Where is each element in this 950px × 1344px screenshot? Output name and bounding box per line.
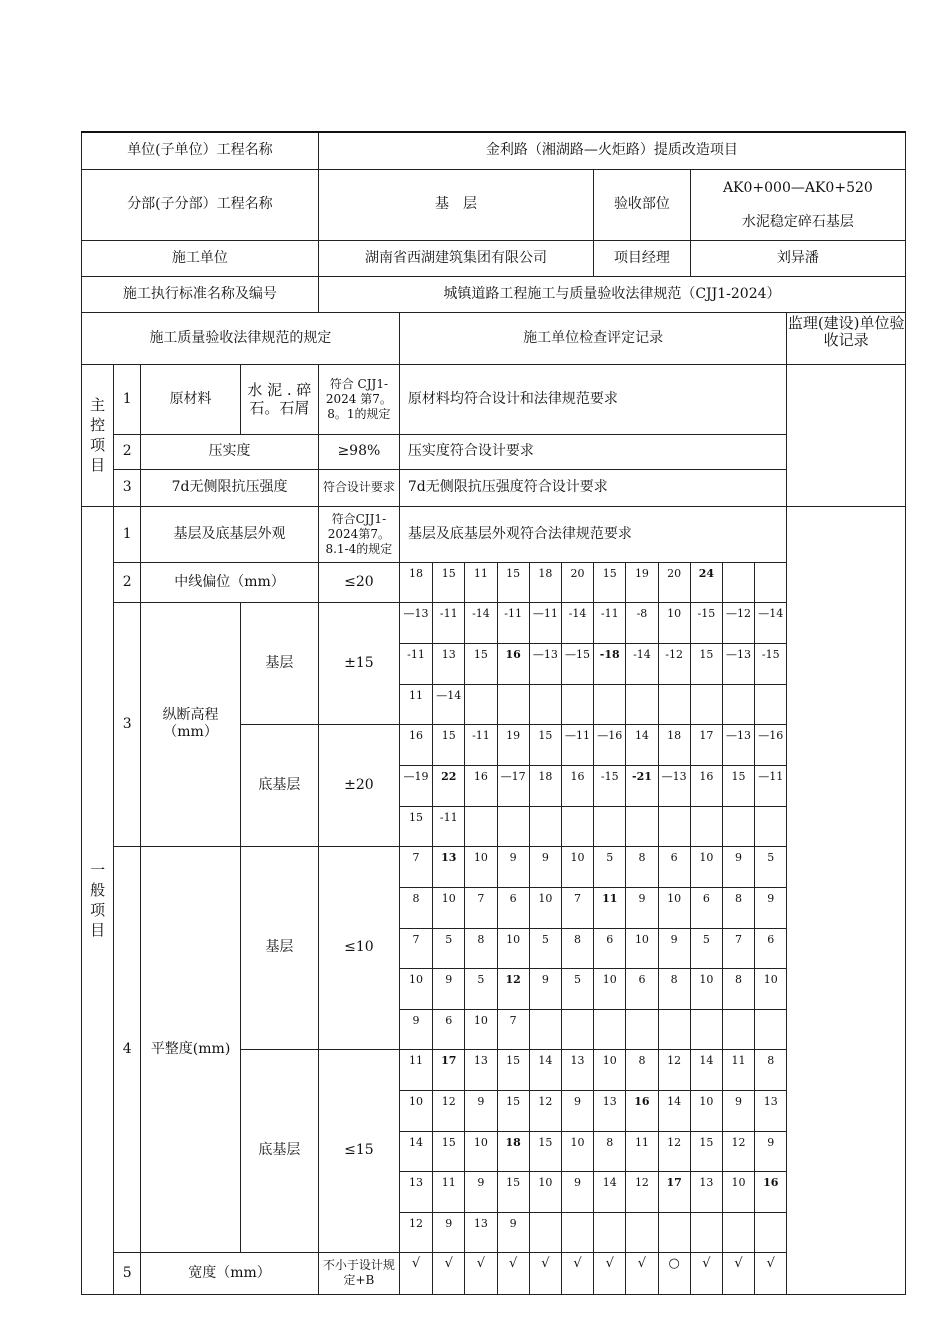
measure-cell: 15: [594, 562, 626, 602]
measure-cell: 7: [722, 928, 754, 968]
measure-cell: 8: [658, 968, 690, 1009]
measure-cell: [722, 1212, 754, 1252]
measure-cell: [690, 806, 722, 846]
elevation-subbase-name: 底基层: [240, 724, 318, 846]
flatness-name: 平整度(mm): [141, 846, 241, 1252]
measure-cell: 19: [626, 562, 658, 602]
supervisor-general-record: [787, 506, 906, 1294]
measure-cell: [658, 684, 690, 724]
measure-cell: √: [433, 1252, 465, 1294]
measure-cell: 7: [465, 887, 497, 928]
measure-cell: 13: [433, 846, 465, 887]
centerline-name: 中线偏位（mm）: [141, 562, 319, 602]
measure-cell: —11: [755, 765, 787, 806]
acceptance-part-label: 验收部位: [594, 169, 691, 240]
measure-cell: 11: [399, 1049, 432, 1090]
measure-cell: 14: [658, 1090, 690, 1131]
measure-cell: [561, 1212, 593, 1252]
measure-cell: 9: [561, 1171, 593, 1212]
measure-cell: 5: [433, 928, 465, 968]
appearance-spec: 符合CJJ1-2024第7。8.1-4的规定: [318, 506, 399, 562]
measure-cell: 10: [433, 887, 465, 928]
measure-cell: 22: [433, 765, 465, 806]
measure-cell: —13: [722, 724, 754, 765]
main-item-2-no: 2: [114, 434, 141, 469]
measure-cell: 9: [497, 1212, 529, 1252]
measure-cell: 6: [626, 968, 658, 1009]
measure-cell: 9: [658, 928, 690, 968]
measure-cell: [529, 1009, 561, 1049]
measure-cell: 8: [561, 928, 593, 968]
measure-cell: 11: [722, 1049, 754, 1090]
measure-cell: 15: [497, 1171, 529, 1212]
width-spec: 不小于设计规定+B: [318, 1252, 399, 1294]
measure-cell: 13: [433, 643, 465, 684]
elevation-name: 纵断高程（mm）: [141, 602, 241, 846]
centerline-no: 2: [114, 562, 141, 602]
part-name-label: 分部(子分部）工程名称: [82, 169, 319, 240]
elevation-base-spec: ±15: [318, 602, 399, 724]
measure-cell: 24: [690, 562, 722, 602]
measure-cell: [722, 684, 754, 724]
measure-cell: 12: [722, 1131, 754, 1171]
measure-cell: 9: [529, 846, 561, 887]
measure-cell: 6: [433, 1009, 465, 1049]
main-item-1-material: 水 泥 . 碎石。石屑: [240, 364, 318, 434]
measure-cell: 11: [433, 1171, 465, 1212]
measure-cell: 9: [399, 1009, 432, 1049]
measure-cell: 16: [561, 765, 593, 806]
measure-cell: 16: [626, 1090, 658, 1131]
elevation-subbase-spec: ±20: [318, 724, 399, 846]
measure-cell: √: [626, 1252, 658, 1294]
measure-cell: -21: [626, 765, 658, 806]
measure-cell: [626, 1212, 658, 1252]
measure-cell: 10: [658, 602, 690, 643]
measure-cell: 9: [433, 1212, 465, 1252]
measure-cell: 15: [433, 1131, 465, 1171]
measure-cell: 10: [594, 1049, 626, 1090]
measure-cell: 15: [690, 1131, 722, 1171]
appearance-record: 基层及底基层外观符合法律规范要求: [399, 506, 786, 562]
measure-cell: 8: [755, 1049, 787, 1090]
measure-cell: 15: [529, 1131, 561, 1171]
main-item-3-name: 7d无侧限抗压强度: [141, 469, 319, 506]
measure-cell: 10: [755, 968, 787, 1009]
measure-cell: 10: [399, 1090, 432, 1131]
measure-cell: 12: [497, 968, 529, 1009]
measure-cell: 12: [626, 1171, 658, 1212]
measure-cell: —11: [561, 724, 593, 765]
measure-cell: -14: [465, 602, 497, 643]
measure-cell: [561, 806, 593, 846]
measure-cell: —14: [433, 684, 465, 724]
measure-cell: [529, 1212, 561, 1252]
measure-cell: —13: [529, 643, 561, 684]
measure-cell: —12: [722, 602, 754, 643]
measure-cell: 10: [690, 968, 722, 1009]
measure-cell: ○: [658, 1252, 690, 1294]
width-no: 5: [114, 1252, 141, 1294]
flatness-base-spec: ≤10: [318, 846, 399, 1049]
measure-cell: 15: [529, 724, 561, 765]
flatness-subbase-name: 底基层: [240, 1049, 318, 1252]
measure-cell: 16: [399, 724, 432, 765]
measure-cell: —14: [755, 602, 787, 643]
centerline-spec: ≤20: [318, 562, 399, 602]
main-item-1-record: 原材料均符合设计和法律规范要求: [399, 364, 786, 434]
main-item-3-no: 3: [114, 469, 141, 506]
measure-cell: 11: [626, 1131, 658, 1171]
measure-cell: -15: [690, 602, 722, 643]
measure-cell: —13: [399, 602, 432, 643]
measure-cell: -11: [497, 602, 529, 643]
measure-cell: 16: [755, 1171, 787, 1212]
flatness-subbase-spec: ≤15: [318, 1049, 399, 1252]
measure-cell: 17: [658, 1171, 690, 1212]
measure-cell: √: [722, 1252, 754, 1294]
measure-cell: 12: [658, 1131, 690, 1171]
measure-cell: -14: [626, 643, 658, 684]
measure-cell: 11: [594, 887, 626, 928]
elevation-no: 3: [114, 602, 141, 846]
measure-cell: 5: [529, 928, 561, 968]
measure-cell: 6: [755, 928, 787, 968]
measure-cell: —11: [529, 602, 561, 643]
unit-name-value: 金利路（湘湖路—火炬路）提质改造项目: [318, 132, 905, 169]
main-item-3-spec: 符合设计要求: [318, 469, 399, 506]
measure-cell: 11: [399, 684, 432, 724]
measure-cell: 13: [755, 1090, 787, 1131]
measure-cell: 15: [497, 1049, 529, 1090]
measure-cell: 10: [690, 846, 722, 887]
measure-cell: —16: [594, 724, 626, 765]
measure-cell: —17: [497, 765, 529, 806]
measure-cell: 15: [465, 643, 497, 684]
measure-cell: [722, 806, 754, 846]
measure-cell: 13: [690, 1171, 722, 1212]
measure-cell: 10: [465, 846, 497, 887]
main-item-1-spec: 符合 CJJ1-2024 第7。8。1的规定: [318, 364, 399, 434]
measure-cell: 18: [529, 562, 561, 602]
part-name-value: 基 层: [318, 169, 593, 240]
measure-cell: —19: [399, 765, 432, 806]
measure-cell: √: [399, 1252, 432, 1294]
appearance-name: 基层及底基层外观: [141, 506, 319, 562]
measure-cell: 10: [529, 1171, 561, 1212]
measure-cell: 12: [433, 1090, 465, 1131]
rules-column-header: 施工质量验收法律规范的规定: [82, 312, 400, 364]
measure-cell: 10: [594, 968, 626, 1009]
measure-cell: 9: [755, 1131, 787, 1171]
measure-cell: 17: [690, 724, 722, 765]
measure-cell: [755, 806, 787, 846]
main-items-label: 主控项目: [82, 364, 114, 506]
measure-cell: -15: [594, 765, 626, 806]
acceptance-part-value: [690, 169, 905, 240]
measure-cell: -11: [399, 643, 432, 684]
measure-cell: √: [497, 1252, 529, 1294]
project-manager-label: 项目经理: [594, 240, 691, 276]
measure-cell: 18: [497, 1131, 529, 1171]
measure-cell: 14: [399, 1131, 432, 1171]
measure-cell: —13: [722, 643, 754, 684]
measure-cell: 5: [561, 968, 593, 1009]
measure-cell: -18: [594, 643, 626, 684]
measure-cell: -15: [755, 643, 787, 684]
measure-cell: 6: [497, 887, 529, 928]
measure-cell: -11: [433, 806, 465, 846]
measure-cell: [658, 1009, 690, 1049]
measure-cell: [755, 1212, 787, 1252]
main-item-2-name: 压实度: [141, 434, 319, 469]
measure-cell: 17: [433, 1049, 465, 1090]
measure-cell: 13: [561, 1049, 593, 1090]
measure-cell: 7: [497, 1009, 529, 1049]
standard-value: 城镇道路工程施工与质量验收法律规范（CJJ1-2024）: [318, 276, 905, 312]
measure-cell: 5: [594, 846, 626, 887]
general-items-label: 一般项目: [82, 506, 114, 1294]
measure-cell: √: [755, 1252, 787, 1294]
measure-cell: 10: [497, 928, 529, 968]
unit-name-label: 单位(子单位）工程名称: [82, 132, 319, 169]
supervisor-record-column-header: [787, 312, 906, 364]
measure-cell: 14: [690, 1049, 722, 1090]
measure-cell: 9: [722, 1090, 754, 1131]
elevation-base-name: 基层: [240, 602, 318, 724]
measure-cell: √: [465, 1252, 497, 1294]
measure-cell: 8: [465, 928, 497, 968]
measure-cell: [658, 806, 690, 846]
measure-cell: [690, 1009, 722, 1049]
measure-cell: [626, 684, 658, 724]
contractor-value: 湖南省西湖建筑集团有限公司: [318, 240, 593, 276]
measure-cell: 19: [497, 724, 529, 765]
contractor-label: 施工单位: [82, 240, 319, 276]
measure-cell: 9: [465, 1090, 497, 1131]
measure-cell: 10: [561, 1131, 593, 1171]
measure-cell: 8: [722, 887, 754, 928]
measure-cell: 7: [399, 928, 432, 968]
acceptance-part-line2: 水泥稳定碎石基层: [741, 213, 854, 230]
measure-cell: -11: [465, 724, 497, 765]
measure-cell: 20: [658, 562, 690, 602]
measure-cell: [561, 1009, 593, 1049]
measure-cell: 18: [529, 765, 561, 806]
measure-cell: 7: [399, 846, 432, 887]
measure-cell: [755, 562, 787, 602]
measure-cell: 15: [497, 1090, 529, 1131]
width-name: 宽度（mm）: [141, 1252, 319, 1294]
measure-cell: 10: [529, 887, 561, 928]
measure-cell: 14: [529, 1049, 561, 1090]
measure-cell: [529, 806, 561, 846]
measure-cell: 8: [626, 846, 658, 887]
measure-cell: [497, 806, 529, 846]
measure-cell: 13: [465, 1212, 497, 1252]
measure-cell: 10: [561, 846, 593, 887]
measure-cell: 6: [594, 928, 626, 968]
main-item-2-record: 压实度符合设计要求: [399, 434, 786, 469]
measure-cell: 18: [399, 562, 432, 602]
measure-cell: [755, 684, 787, 724]
measure-cell: 8: [399, 887, 432, 928]
measure-cell: 11: [465, 562, 497, 602]
acceptance-part-line1: AK0+000—AK0+520: [722, 179, 873, 196]
measure-cell: 10: [722, 1171, 754, 1212]
measure-cell: 9: [626, 887, 658, 928]
supervisor-column-text: 监理(建设)单位验收记录: [787, 313, 905, 349]
main-item-1-no: 1: [114, 364, 141, 434]
measure-cell: 12: [658, 1049, 690, 1090]
measure-cell: 10: [465, 1131, 497, 1171]
measure-cell: [594, 806, 626, 846]
measure-cell: [658, 1212, 690, 1252]
measure-cell: 7: [561, 887, 593, 928]
measure-cell: 10: [658, 887, 690, 928]
measure-cell: [561, 684, 593, 724]
measure-cell: √: [529, 1252, 561, 1294]
measure-cell: 15: [497, 562, 529, 602]
measure-cell: 10: [690, 1090, 722, 1131]
measure-cell: 16: [690, 765, 722, 806]
standard-label: 施工执行标准名称及编号: [82, 276, 319, 312]
measure-cell: 8: [594, 1131, 626, 1171]
measure-cell: [594, 684, 626, 724]
measure-cell: 5: [465, 968, 497, 1009]
measure-cell: 15: [433, 724, 465, 765]
measure-cell: [529, 684, 561, 724]
measure-cell: 9: [561, 1090, 593, 1131]
measure-cell: 10: [465, 1009, 497, 1049]
supervisor-main-record: [787, 364, 906, 506]
measure-cell: -8: [626, 602, 658, 643]
measure-cell: —15: [561, 643, 593, 684]
flatness-no: 4: [114, 846, 141, 1252]
quality-inspection-table: [81, 131, 906, 1295]
measure-cell: -11: [433, 602, 465, 643]
project-manager-value: 刘异潘: [690, 240, 905, 276]
measure-cell: [594, 1212, 626, 1252]
main-item-1-name: 原材料: [141, 364, 241, 434]
measure-cell: [690, 1212, 722, 1252]
measure-cell: 9: [497, 846, 529, 887]
flatness-base-name: 基层: [240, 846, 318, 1049]
measure-cell: [626, 806, 658, 846]
measure-cell: 6: [658, 846, 690, 887]
measure-cell: [722, 562, 754, 602]
measure-cell: 15: [433, 562, 465, 602]
main-item-3-record: 7d无侧限抗压强度符合设计要求: [399, 469, 786, 506]
measure-cell: 12: [399, 1212, 432, 1252]
measure-cell: 13: [399, 1171, 432, 1212]
measure-cell: √: [561, 1252, 593, 1294]
measure-cell: [755, 1009, 787, 1049]
measure-cell: 15: [690, 643, 722, 684]
measure-cell: 13: [594, 1090, 626, 1131]
measure-cell: 5: [690, 928, 722, 968]
appearance-no: 1: [114, 506, 141, 562]
measure-cell: 8: [626, 1049, 658, 1090]
measure-cell: 18: [658, 724, 690, 765]
measure-cell: [690, 684, 722, 724]
measure-cell: [626, 1009, 658, 1049]
measure-cell: 9: [529, 968, 561, 1009]
measure-cell: -14: [561, 602, 593, 643]
contractor-record-column-header: 施工单位检查评定记录: [399, 312, 786, 364]
measure-cell: 9: [722, 846, 754, 887]
measure-cell: —16: [755, 724, 787, 765]
measure-cell: 10: [399, 968, 432, 1009]
measure-cell: √: [594, 1252, 626, 1294]
measure-cell: 15: [399, 806, 432, 846]
measure-cell: [465, 684, 497, 724]
measure-cell: 14: [594, 1171, 626, 1212]
measure-cell: [594, 1009, 626, 1049]
main-item-2-spec: ≥98%: [318, 434, 399, 469]
measure-cell: 16: [465, 765, 497, 806]
measure-cell: -11: [594, 602, 626, 643]
measure-cell: 12: [529, 1090, 561, 1131]
measure-cell: 14: [626, 724, 658, 765]
measure-cell: [722, 1009, 754, 1049]
measure-cell: 16: [497, 643, 529, 684]
measure-cell: 6: [690, 887, 722, 928]
measure-cell: 10: [626, 928, 658, 968]
measure-cell: 15: [722, 765, 754, 806]
measure-cell: [465, 806, 497, 846]
measure-cell: 20: [561, 562, 593, 602]
measure-cell: √: [690, 1252, 722, 1294]
measure-cell: 8: [722, 968, 754, 1009]
measure-cell: 9: [433, 968, 465, 1009]
measure-cell: -12: [658, 643, 690, 684]
measure-cell: —13: [658, 765, 690, 806]
measure-cell: [497, 684, 529, 724]
measure-cell: 13: [465, 1049, 497, 1090]
measure-cell: 9: [755, 887, 787, 928]
measure-cell: 9: [465, 1171, 497, 1212]
measure-cell: 5: [755, 846, 787, 887]
